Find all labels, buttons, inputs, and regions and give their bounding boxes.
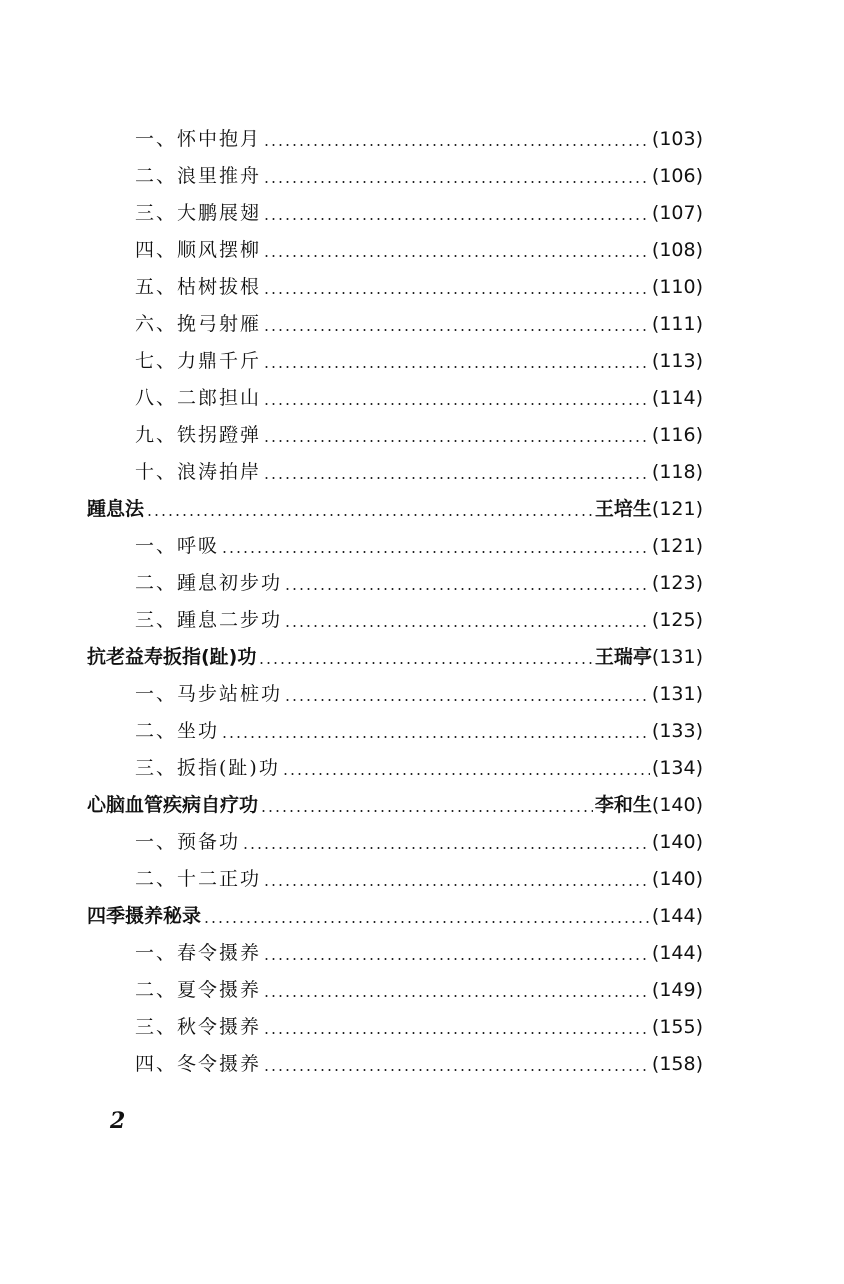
toc-entry-title: 三、大鹏展翅 (135, 202, 262, 224)
toc-entry-title: 八、二郎担山 (135, 387, 262, 409)
dot-leader (263, 144, 650, 146)
toc-entry-title: 一、马步站桩功 (135, 683, 283, 705)
toc-entry-page: (144) (651, 905, 703, 927)
toc-entry-page: (106) (651, 165, 703, 187)
toc-subsection-entry (135, 449, 703, 483)
toc-subsection-entry (135, 116, 703, 150)
toc-entry-page: (118) (651, 461, 703, 483)
toc-subsection-entry (135, 523, 703, 557)
toc-entry-author: 王瑞亭 (594, 646, 652, 668)
toc-subsection-entry (135, 671, 703, 705)
toc-section-entry (87, 782, 703, 816)
toc-entry-page: (144) (651, 942, 703, 964)
dot-leader (284, 625, 650, 627)
dot-leader (263, 181, 650, 183)
dot-leader (146, 514, 593, 516)
toc-subsection-entry (135, 190, 703, 224)
toc-entry-title: 三、扳指(趾)功 (135, 757, 280, 779)
dot-leader (263, 218, 650, 220)
dot-leader (221, 551, 650, 553)
toc-section-entry (87, 634, 703, 668)
dot-leader (263, 958, 650, 960)
toc-entry-page: (111) (651, 313, 703, 335)
toc-entry-title: 一、呼吸 (135, 535, 220, 557)
toc-subsection-entry (135, 338, 703, 372)
dot-leader (221, 736, 650, 738)
toc-subsection-entry (135, 856, 703, 890)
dot-leader (263, 1032, 650, 1034)
dot-leader (284, 588, 650, 590)
toc-entry-title: 一、预备功 (135, 831, 241, 853)
toc-entry-title: 二、踵息初步功 (135, 572, 283, 594)
dot-leader (263, 292, 650, 294)
toc-entry-title: 抗老益寿扳指(趾)功 (87, 646, 257, 668)
toc-entry-page: (149) (651, 979, 703, 1001)
toc-entry-title: 一、春令摄养 (135, 942, 262, 964)
toc-entry-title: 四、冬令摄养 (135, 1053, 262, 1075)
toc-subsection-entry (135, 153, 703, 187)
toc-entry-title: 四季摄养秘录 (87, 905, 202, 927)
page-number: 2 (110, 1108, 126, 1134)
toc-subsection-entry (135, 227, 703, 261)
dot-leader (282, 773, 650, 775)
toc-subsection-entry (135, 597, 703, 631)
toc-section-entry (87, 486, 703, 520)
dot-leader (263, 366, 650, 368)
toc-entry-title: 一、怀中抱月 (135, 128, 262, 150)
dot-leader (263, 329, 650, 331)
toc-subsection-entry (135, 1004, 703, 1038)
toc-entry-title: 二、坐功 (135, 720, 220, 742)
toc-entry-page: (103) (651, 128, 703, 150)
toc-entry-page: (131) (651, 683, 703, 705)
toc-entry-page: (131) (651, 646, 703, 668)
dot-leader (258, 662, 593, 664)
toc-entry-title: 六、挽弓射雁 (135, 313, 262, 335)
toc-subsection-entry (135, 708, 703, 742)
toc-subsection-entry (135, 819, 703, 853)
dot-leader (263, 440, 650, 442)
dot-leader (242, 847, 650, 849)
toc-entry-title: 二、浪里推舟 (135, 165, 262, 187)
toc-entry-title: 九、铁拐蹬弹 (135, 424, 262, 446)
toc-entry-title: 二、夏令摄养 (135, 979, 262, 1001)
toc-subsection-entry (135, 264, 703, 298)
toc-entry-author: 李和生 (594, 794, 652, 816)
toc-entry-page: (134) (651, 757, 703, 779)
toc-entry-page: (114) (651, 387, 703, 409)
toc-subsection-entry (135, 560, 703, 594)
toc-entry-title: 十、浪涛拍岸 (135, 461, 262, 483)
toc-entry-page: (140) (651, 831, 703, 853)
dot-leader (263, 884, 650, 886)
toc-subsection-entry (135, 301, 703, 335)
toc-entry-page: (113) (651, 350, 703, 372)
toc-entry-page: (107) (651, 202, 703, 224)
toc-entry-page: (121) (651, 498, 703, 520)
toc-entry-page: (133) (651, 720, 703, 742)
toc-subsection-entry (135, 967, 703, 1001)
toc-entry-page: (155) (651, 1016, 703, 1038)
dot-leader (263, 995, 650, 997)
toc-entry-page: (140) (651, 794, 703, 816)
toc-entry-author: 王培生 (594, 498, 652, 520)
toc-subsection-entry (135, 745, 703, 779)
toc-entry-page: (125) (651, 609, 703, 631)
toc-subsection-entry (135, 412, 703, 446)
toc-entry-page: (140) (651, 868, 703, 890)
toc-subsection-entry (135, 375, 703, 409)
toc-entry-page: (110) (651, 276, 703, 298)
toc-entry-title: 三、秋令摄养 (135, 1016, 262, 1038)
dot-leader (203, 921, 650, 923)
dot-leader (263, 477, 650, 479)
toc-entry-page: (123) (651, 572, 703, 594)
toc-entry-page: (121) (651, 535, 703, 557)
toc-subsection-entry (135, 930, 703, 964)
dot-leader (260, 810, 593, 812)
toc-section-entry (87, 893, 703, 927)
toc-entry-title: 心脑血管疾病自疗功 (87, 794, 259, 816)
toc-entry-title: 四、顺风摆柳 (135, 239, 262, 261)
toc-entry-page: (108) (651, 239, 703, 261)
dot-leader (263, 403, 650, 405)
toc-entry-title: 五、枯树拔根 (135, 276, 262, 298)
dot-leader (263, 1069, 650, 1071)
toc-entry-page: (116) (651, 424, 703, 446)
toc-entry-title: 二、十二正功 (135, 868, 262, 890)
dot-leader (263, 255, 650, 257)
toc-entry-title: 七、力鼎千斤 (135, 350, 262, 372)
toc-entry-title: 踵息法 (87, 498, 145, 520)
toc-entry-page: (158) (651, 1053, 703, 1075)
toc-entry-title: 三、踵息二步功 (135, 609, 283, 631)
dot-leader (284, 699, 650, 701)
toc-subsection-entry (135, 1041, 703, 1075)
